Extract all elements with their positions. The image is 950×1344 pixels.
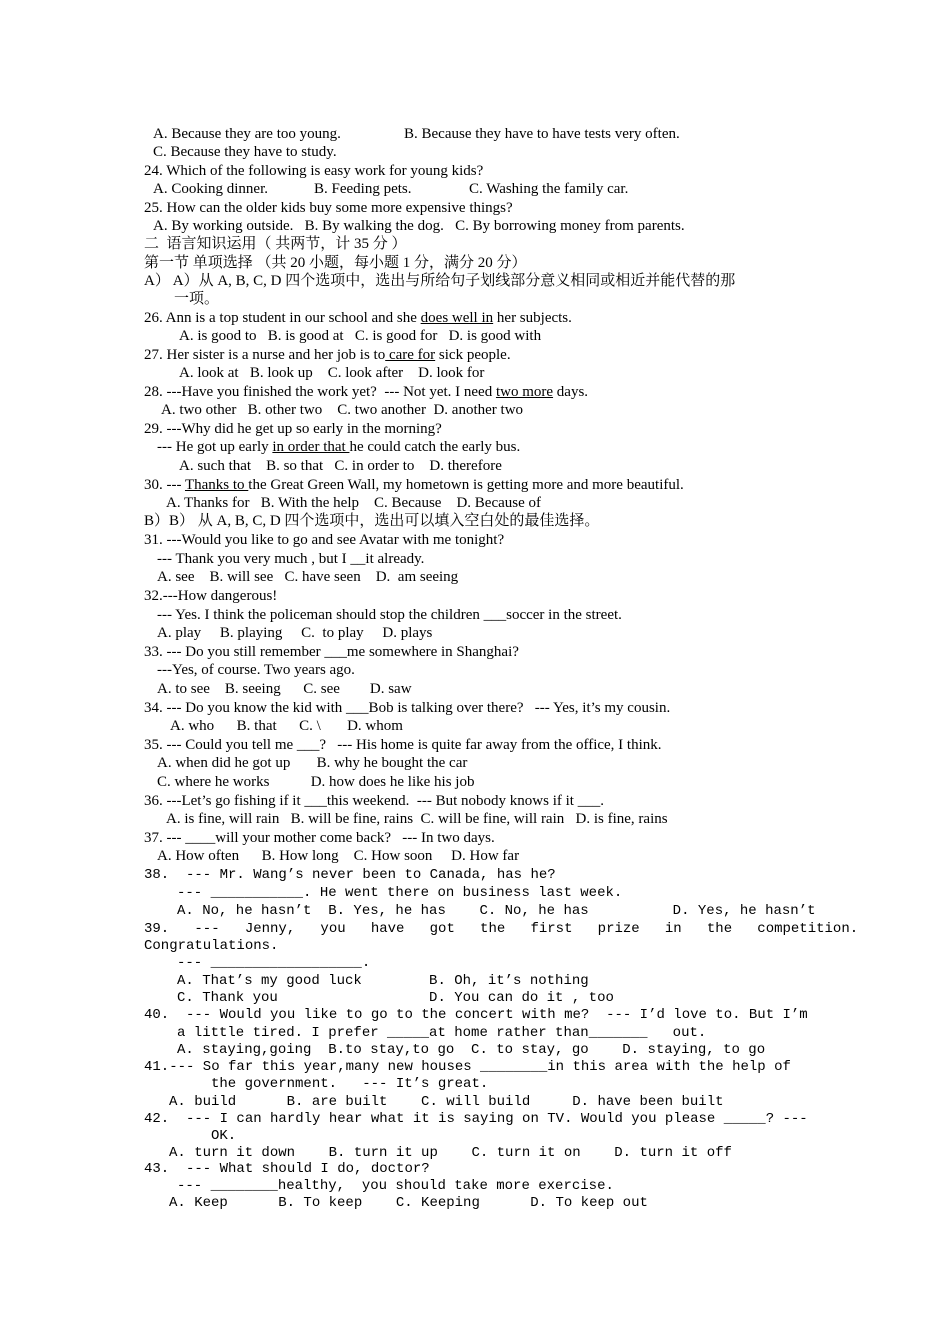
q32-options: A. play B. playing C. to play D. plays — [157, 625, 433, 641]
q35-options-row2: C. where he works D. how does he like his job — [157, 774, 475, 790]
q37-stem: 37. --- ____will your mother come back? --- In two days. — [144, 830, 495, 846]
q33-stem: 33. --- Do you still remember ___me somewhere in Shanghai? — [144, 644, 519, 660]
q37-options: A. How often B. How long C. How soon D. How far — [157, 848, 520, 864]
q34-options: A. who B. that C. \ D. whom — [170, 718, 403, 734]
q28-text-end: days. — [553, 384, 589, 400]
q38-answer-line: --- ___________. He went there on business last week. — [177, 885, 623, 901]
q27-text: 27. Her sister is a nurse and her job is to — [144, 347, 386, 363]
q27-options: A. look at B. look up C. look after D. look for — [179, 365, 485, 381]
part-a-instruction: A） A）从 A, B, C, D 四个选项中，选出与所给句子划线部分意义相同或相近并能代替的那 — [144, 273, 736, 289]
q30-text-end: the Great Green Wall, my hometown is getting more and more beautiful. — [248, 477, 684, 493]
q29-answer-line — [157, 438, 520, 456]
q24-stem: 24. Which of the following is easy work for young kids? — [144, 163, 484, 179]
q40-options: A. staying,going B.to stay,to go C. to stay, go D. staying, to go — [177, 1042, 766, 1058]
q33-options: A. to see B. seeing C. see D. saw — [157, 681, 412, 697]
q31-stem: 31. ---Would you like to go and see Avatar with me tonight? — [144, 532, 505, 548]
q32-answer-line: --- Yes. I think the policeman should stop the children ___soccer in the street. — [157, 607, 622, 623]
q26-text-end: her subjects. — [493, 310, 572, 326]
q30-text: 30. --- — [144, 477, 185, 493]
q29-text-end: he could catch the early bus. — [349, 439, 521, 455]
q30-options: A. Thanks for B. With the help C. Because D. Because of — [166, 495, 542, 511]
q42-stem: 42. --- I can hardly hear what it is saying on TV. Would you please _____? --- — [144, 1111, 808, 1127]
q38-stem: 38. --- Mr. Wang’s never been to Canada, has he? — [144, 867, 556, 883]
q29-options: A. such that B. so that C. in order to D. therefore — [179, 458, 502, 474]
q39-stem-cont: Congratulations. — [144, 938, 279, 954]
q41-stem: 41.--- So far this year,many new houses ________in this area with the help of — [144, 1059, 791, 1075]
q38-options: A. No, he hasn’t B. Yes, he has C. No, he has D. Yes, he hasn’t — [177, 903, 816, 919]
q28-underlined: two more — [495, 384, 554, 400]
q33-answer-line: ---Yes, of course. Two years ago. — [157, 662, 355, 678]
part-b-instruction: B）B） 从 A, B, C, D 四个选项中，选出可以填入空白处的最佳选择。 — [144, 513, 600, 529]
q40-stem: 40. --- Would you like to go to the concert with me? --- I’d love to. But I’m — [144, 1007, 808, 1023]
q40-stem-cont: a little tired. I prefer _____at home rather than_______ out. — [177, 1025, 707, 1041]
q24-option-a: A. Cooking dinner. — [153, 181, 268, 197]
q26-text: 26. Ann is a top student in our school and she — [144, 310, 421, 326]
q42-options: A. turn it down B. turn it up C. turn it on D. turn it off — [169, 1145, 732, 1161]
q26-options: A. is good to B. is good at C. is good for D. is good with — [179, 328, 542, 344]
q43-answer-line: --- ________healthy, you should take more exercise. — [177, 1178, 614, 1194]
subsection-heading: 第一节 单项选择 （共 20 小题，每小题 1 分，满分 20 分） — [144, 255, 527, 271]
q28-text: 28. ---Have you finished the work yet? --- Not yet. I need — [144, 384, 496, 400]
q29-text: --- He got up early — [157, 439, 273, 455]
q32-stem: 32.---How dangerous! — [144, 588, 278, 604]
q36-options: A. is fine, will rain B. will be fine, rains C. will be fine, will rain D. is fine, rains — [166, 811, 668, 827]
q36-stem: 36. ---Let’s go fishing if it ___this weekend. --- But nobody knows if it ___. — [144, 793, 604, 809]
q41-options: A. build B. are built C. will build D. have been built — [169, 1094, 724, 1110]
section-heading: 二 语言知识运用（ 共两节，计 35 分 ） — [144, 236, 407, 252]
q43-options: A. Keep B. To keep C. Keeping D. To keep out — [169, 1195, 648, 1211]
q41-stem-cont: the government. --- It’s great. — [211, 1076, 489, 1092]
q23-option-a: A. Because they are too young. — [153, 126, 341, 142]
q31-answer-line: --- Thank you very much , but I __it already. — [157, 551, 425, 567]
q29-underlined: in order that — [272, 439, 350, 455]
q39-options-row1: A. That’s my good luck B. Oh, it’s nothing — [177, 973, 589, 989]
q28-options: A. two other B. other two C. two another D. another two — [161, 402, 524, 418]
q43-stem: 43. --- What should I do, doctor? — [144, 1161, 430, 1177]
q27-underlined: care for — [385, 347, 436, 363]
q29-stem: 29. ---Why did he get up so early in the morning? — [144, 421, 442, 437]
q27-stem — [144, 346, 511, 364]
q35-stem: 35. --- Could you tell me ___? --- His home is quite far away from the office, I think. — [144, 737, 662, 753]
q35-options-row1: A. when did he got up B. why he bought the car — [157, 755, 468, 771]
q26-underlined: does well in — [420, 310, 494, 326]
q23-option-c: C. Because they have to study. — [153, 144, 337, 160]
q28-stem — [144, 383, 588, 401]
q27-text-end: sick people. — [435, 347, 511, 363]
q39-options-row2: C. Thank you D. You can do it , too — [177, 990, 614, 1006]
q25-stem: 25. How can the older kids buy some more expensive things? — [144, 200, 513, 216]
part-a-instruction-cont: 一项。 — [174, 291, 220, 307]
q23-option-b: B. Because they have to have tests very often. — [404, 126, 680, 142]
q34-stem: 34. --- Do you know the kid with ___Bob is talking over there? --- Yes, it’s my cousin. — [144, 700, 671, 716]
q24-option-b: B. Feeding pets. — [314, 181, 412, 197]
q39-answer-line: --- __________________. — [177, 955, 371, 971]
q31-options: A. see B. will see C. have seen D. am seeing — [157, 569, 459, 585]
q30-underlined: Thanks to — [184, 477, 249, 493]
q39-stem: 39. --- Jenny, you have got the first prize in the competition. — [144, 921, 859, 937]
q30-stem — [144, 476, 684, 494]
q26-stem — [144, 309, 572, 327]
q24-option-c: C. Washing the family car. — [469, 181, 629, 197]
q25-options: A. By working outside. B. By walking the dog. C. By borrowing money from parents. — [153, 218, 685, 234]
q42-stem-cont: OK. — [211, 1128, 237, 1144]
